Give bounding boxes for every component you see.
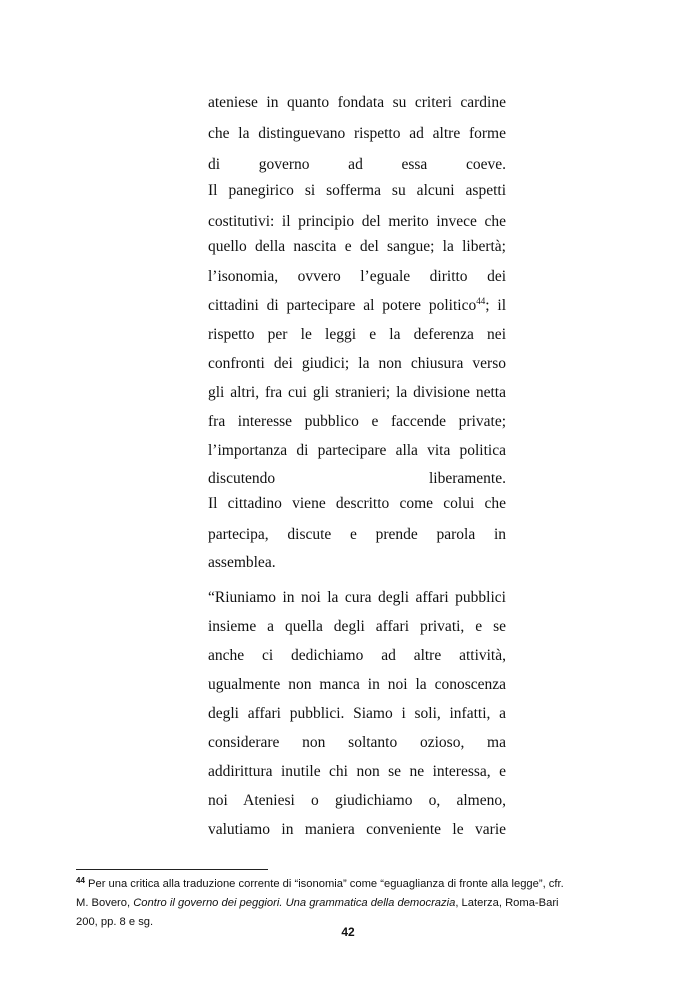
body-line: di governo ad essa coeve. <box>208 156 506 173</box>
footnote-publisher: , Laterza, Roma-Bari <box>455 897 559 909</box>
body-line: costitutivi: il principio del merito invece che <box>208 213 506 230</box>
body-line: ateniese in quanto fondata su criteri cardine <box>208 94 506 111</box>
quote-line: anche ci dedichiamo ad altre attività, <box>208 647 506 664</box>
quote-line: considerare non soltanto ozioso, ma <box>208 734 506 751</box>
quote-line: noi Ateniesi o giudichiamo o, almeno, <box>208 792 506 809</box>
body-line: gli altri, fra cui gli stranieri; la divisione netta <box>208 384 506 401</box>
quote-line: addirittura inutile chi non se ne interessa, e <box>208 763 506 780</box>
body-line-text: cittadini di partecipare al potere politico <box>208 297 477 314</box>
body-line: partecipa, discute e prende parola in <box>208 526 506 543</box>
body-line: confronti dei giudici; la non chiusura verso <box>208 355 506 372</box>
footnote-reference: 44 <box>476 296 486 306</box>
footnote-number: 44 <box>76 876 85 885</box>
footnote-line <box>76 874 564 894</box>
body-line: fra interesse pubblico e faccende private; <box>208 413 506 430</box>
footnote-author: M. Bovero, <box>76 897 134 909</box>
page-number: 42 <box>341 925 355 939</box>
body-line: Il cittadino viene descritto come colui che <box>208 495 506 512</box>
body-line: che la distinguevano rispetto ad altre forme <box>208 125 506 142</box>
body-line: l’importanza di partecipare alla vita politica <box>208 442 506 459</box>
quote-line: degli affari pubblici. Siamo i soli, infatti, a <box>208 705 506 722</box>
body-line-with-footnote-ref <box>208 297 506 315</box>
quote-line: ugualmente non manca in noi la conoscenza <box>208 676 506 693</box>
footnote-line: 200, pp. 8 e sg. <box>76 916 154 928</box>
footnote-text: Per una critica alla traduzione corrente di “isonomia” come “eguaglianza di fronte alla legge”, cfr. <box>88 878 564 890</box>
body-line-suffix: ; il <box>485 297 507 314</box>
body-line: Il panegirico si sofferma su alcuni aspetti <box>208 182 506 199</box>
quote-line: insieme a quella degli affari privati, e se <box>208 618 506 635</box>
footnote-separator <box>76 869 268 870</box>
footnote-book-title: Contro il governo dei peggiori. Una grammatica della democrazia <box>133 897 456 909</box>
body-line: rispetto per le leggi e la deferenza nei <box>208 326 506 343</box>
quote-line: “Riuniamo in noi la cura degli affari pubblici <box>208 589 506 606</box>
body-line: quello della nascita e del sangue; la libertà; <box>208 238 506 255</box>
body-line: assemblea. <box>208 554 276 571</box>
footnote-line <box>76 893 559 913</box>
body-line: discutendo liberamente. <box>208 470 506 487</box>
body-line: l’isonomia, ovvero l’eguale diritto dei <box>208 268 506 285</box>
quote-line: valutiamo in maniera conveniente le varie <box>208 821 506 838</box>
